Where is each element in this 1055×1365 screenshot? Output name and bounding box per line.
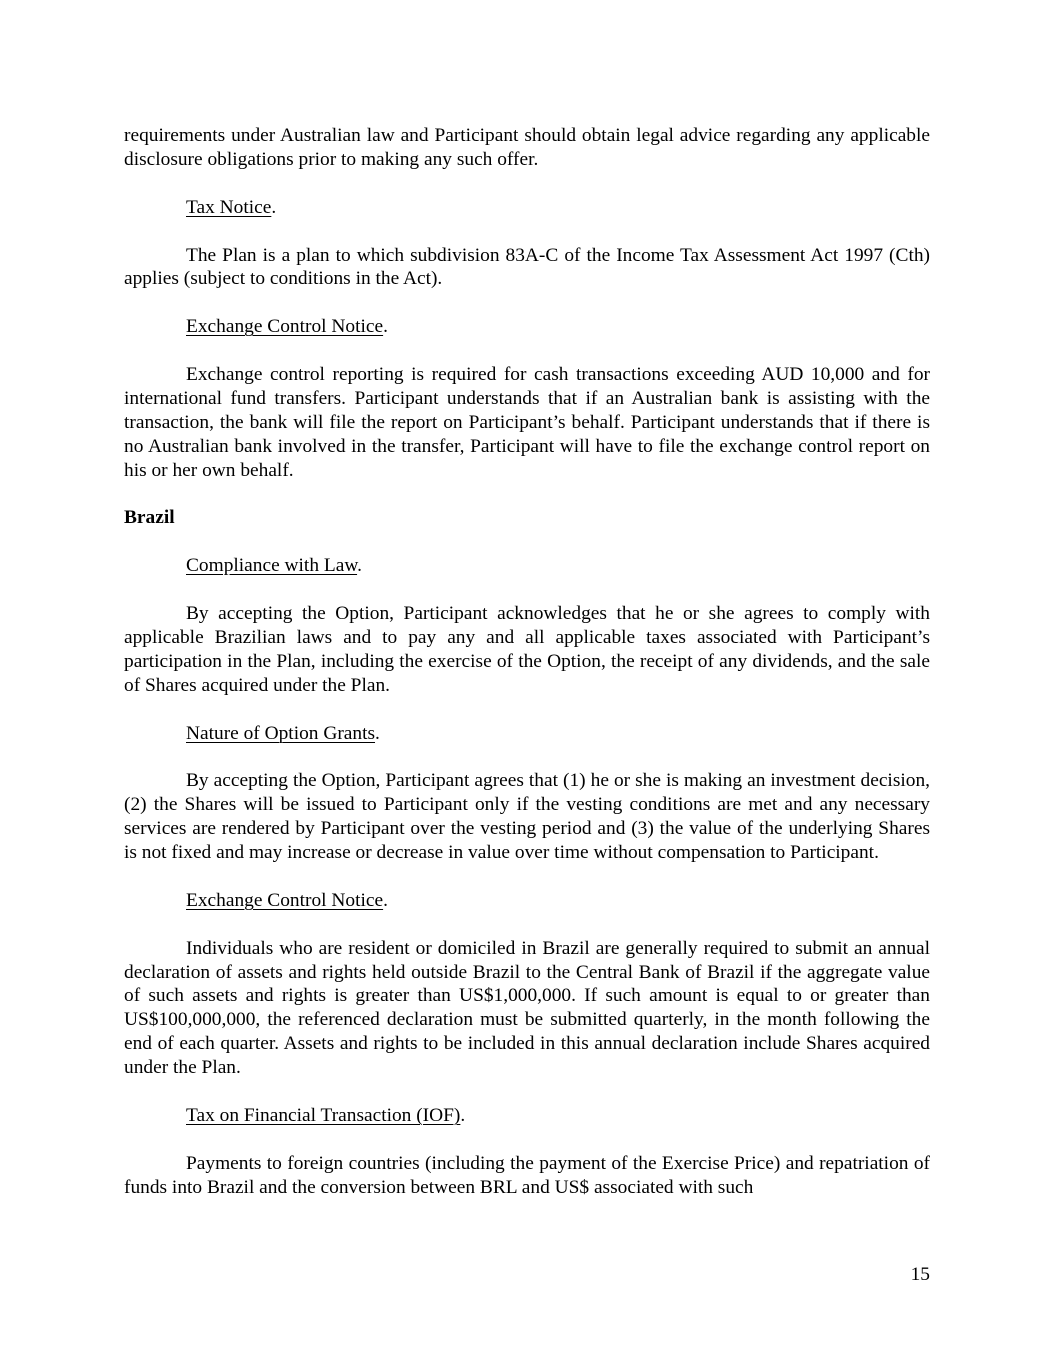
section-heading-brazil: Brazil — [124, 507, 175, 529]
page-body — [124, 124, 930, 1223]
paragraph-exchange-control-brazil: Individuals who are resident or domiciled in Brazil are generally required to submit an annual declaration of assets and rights held outside Brazil to the Central Bank of Brazil if the aggregate value of such assets and rights is greater than US$1,000,000. If such amount is equal to or greater than US$100,000,000, the referenced declaration must be submitted quarterly, in the month following the end of each quarter. Assets and rights to be included in this annual declaration include Shares acquired under the Plan. — [124, 937, 930, 1079]
heading-compliance-with-law: Compliance with Law. — [186, 555, 362, 577]
heading-exchange-control-brazil: Exchange Control Notice. — [186, 889, 388, 911]
heading-nature-of-option-grants-text: Nature of Option Grants — [186, 722, 376, 744]
paragraph-nature-of-option-grants: By accepting the Option, Participant agrees that (1) he or she is making an investment decision, (2) the Shares will be issued to Participant only if the vesting conditions are met and any necessary services are rendered by Participant over the vesting period and (3) the value of the underlying Shares is not fixed and may increase or decrease in value over time without compensation to Participant. — [124, 770, 930, 864]
heading-tax-on-financial-transaction: Tax on Financial Transaction (IOF). — [186, 1104, 466, 1126]
paragraph-compliance-with-law: By accepting the Option, Participant acknowledges that he or she agrees to comply with applicable Brazilian laws and to pay any and all applicable taxes associated with Participant’s participation in the Plan, including the exercise of the Option, the receipt of any dividends, and the sale of Shares acquired under the Plan. — [124, 603, 930, 696]
heading-tax-on-financial-transaction-text: Tax on Financial Transaction (IOF) — [186, 1104, 461, 1126]
heading-tax-notice: Tax Notice. — [186, 196, 277, 218]
paragraph-exchange-control-australia: Exchange control reporting is required for cash transactions exceeding AUD 10,000 and for international fund transfers. Participant understands that if an Australian bank is assisting with the transaction, the bank will file the report on Participant’s behalf. Participant understands that if there is no Australian bank involved in the transfer, Participant will have to file the exchange control report on his or her own behalf. — [124, 364, 930, 481]
paragraph-continuation: requirements under Australian law and Participant should obtain legal advice regarding any applicable disclosure obligations prior to making any such offer. — [124, 125, 930, 170]
heading-compliance-with-law-text: Compliance with Law — [186, 555, 358, 577]
heading-exchange-control-australia: Exchange Control Notice. — [186, 316, 388, 338]
page-number: 15 — [910, 1264, 930, 1285]
heading-exchange-control-australia-text: Exchange Control Notice — [186, 316, 384, 338]
paragraph-tax-notice: The Plan is a plan to which subdivision 83A-C of the Income Tax Assessment Act 1997 (Cth) applies (subject to conditions in the Act). — [124, 244, 930, 290]
heading-exchange-control-brazil-text: Exchange Control Notice — [186, 889, 384, 911]
paragraph-tax-on-financial-transaction: Payments to foreign countries (including the payment of the Exercise Price) and repatriation of funds into Brazil and the conversion between BRL and US$ associated with such — [124, 1152, 930, 1198]
heading-tax-notice-text: Tax Notice — [186, 196, 272, 218]
heading-nature-of-option-grants: Nature of Option Grants. — [186, 722, 380, 744]
